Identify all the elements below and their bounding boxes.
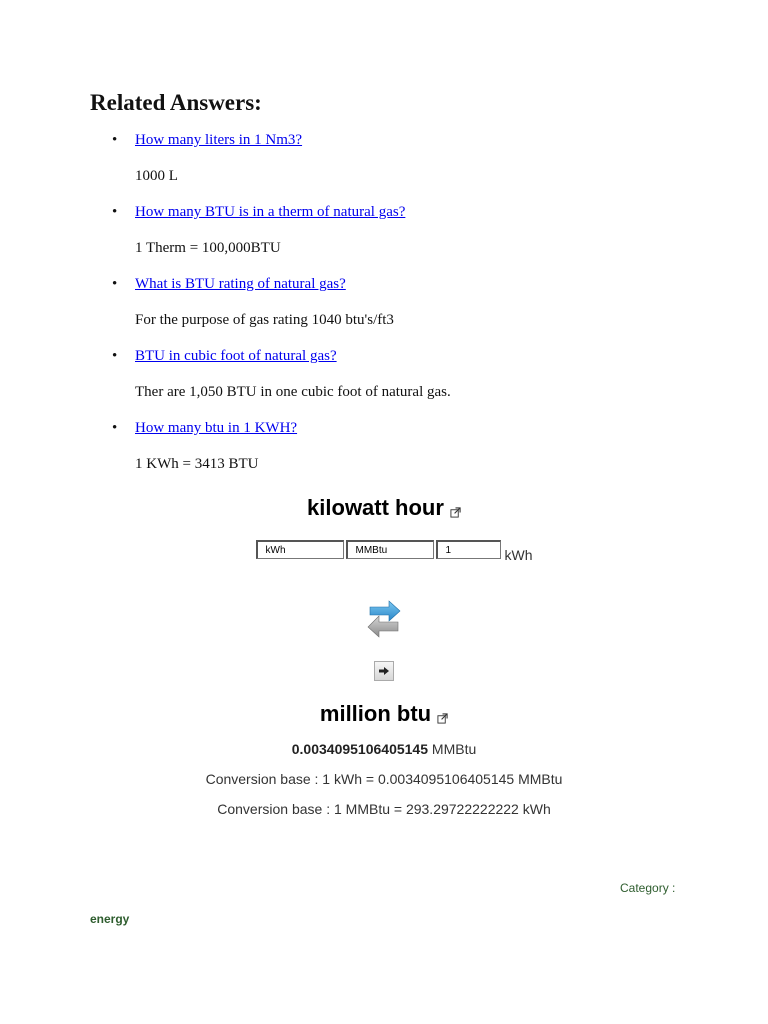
list-item: [90, 202, 690, 258]
swap-units-button[interactable]: [365, 599, 403, 639]
external-link-icon[interactable]: [437, 713, 448, 724]
to-unit-name: million btu: [319, 701, 432, 726]
related-answers-list: [90, 130, 690, 474]
external-link-icon[interactable]: [450, 507, 461, 518]
related-answer: 1 Therm = 100,000BTU: [135, 240, 281, 256]
related-question-link[interactable]: How many btu in 1 KWH?: [135, 420, 298, 436]
related-answer: 1000 L: [135, 168, 178, 184]
arrow-right-icon: [379, 667, 389, 675]
to-unit-select[interactable]: [346, 540, 434, 559]
bullet: •: [112, 132, 118, 148]
related-question-link[interactable]: BTU in cubic foot of natural gas?: [135, 348, 337, 364]
to-unit-title: [320, 701, 448, 727]
related-answers-heading: Related Answers:: [90, 90, 262, 115]
result-unit: MMBtu: [431, 741, 477, 757]
from-unit-name: kilowatt hour: [307, 495, 444, 520]
conversion-base-forward: Conversion base : 1 kWh = 0.0034095106405145 MMBtu: [205, 771, 563, 787]
related-question-link[interactable]: How many BTU is in a therm of natural gas?: [135, 204, 406, 220]
list-item: [90, 274, 690, 330]
category-label: Category :: [620, 881, 676, 895]
amount-input[interactable]: [436, 540, 501, 559]
conversion-result: [0, 741, 768, 757]
result-value: 0.0034095106405145: [291, 741, 429, 757]
swap-arrows-icon: [365, 599, 403, 639]
related-answer: For the purpose of gas rating 1040 btu's/ft3: [135, 312, 394, 328]
related-question-link[interactable]: What is BTU rating of natural gas?: [135, 276, 346, 292]
list-item: [90, 346, 690, 402]
list-item: [90, 130, 690, 186]
bullet: •: [112, 348, 118, 364]
bullet: •: [112, 420, 118, 436]
related-answer: 1 KWh = 3413 BTU: [135, 456, 259, 472]
related-answers-section: [90, 90, 690, 490]
conversion-base-reverse: Conversion base : 1 MMBtu = 293.29722222222 kWh: [217, 801, 551, 817]
converter-inputs: [0, 540, 768, 563]
list-item: [90, 418, 690, 474]
related-answer: Ther are 1,050 BTU in one cubic foot of natural gas.: [135, 384, 451, 400]
bullet: •: [112, 276, 118, 292]
convert-button[interactable]: [374, 661, 394, 681]
from-unit-title: [307, 495, 461, 521]
bullet: •: [112, 204, 118, 220]
amount-unit-label: kWh: [504, 547, 533, 563]
related-question-link[interactable]: How many liters in 1 Nm3?: [135, 132, 303, 148]
category-link[interactable]: energy: [90, 912, 130, 926]
from-unit-select[interactable]: [256, 540, 344, 559]
unit-converter: [0, 495, 768, 817]
